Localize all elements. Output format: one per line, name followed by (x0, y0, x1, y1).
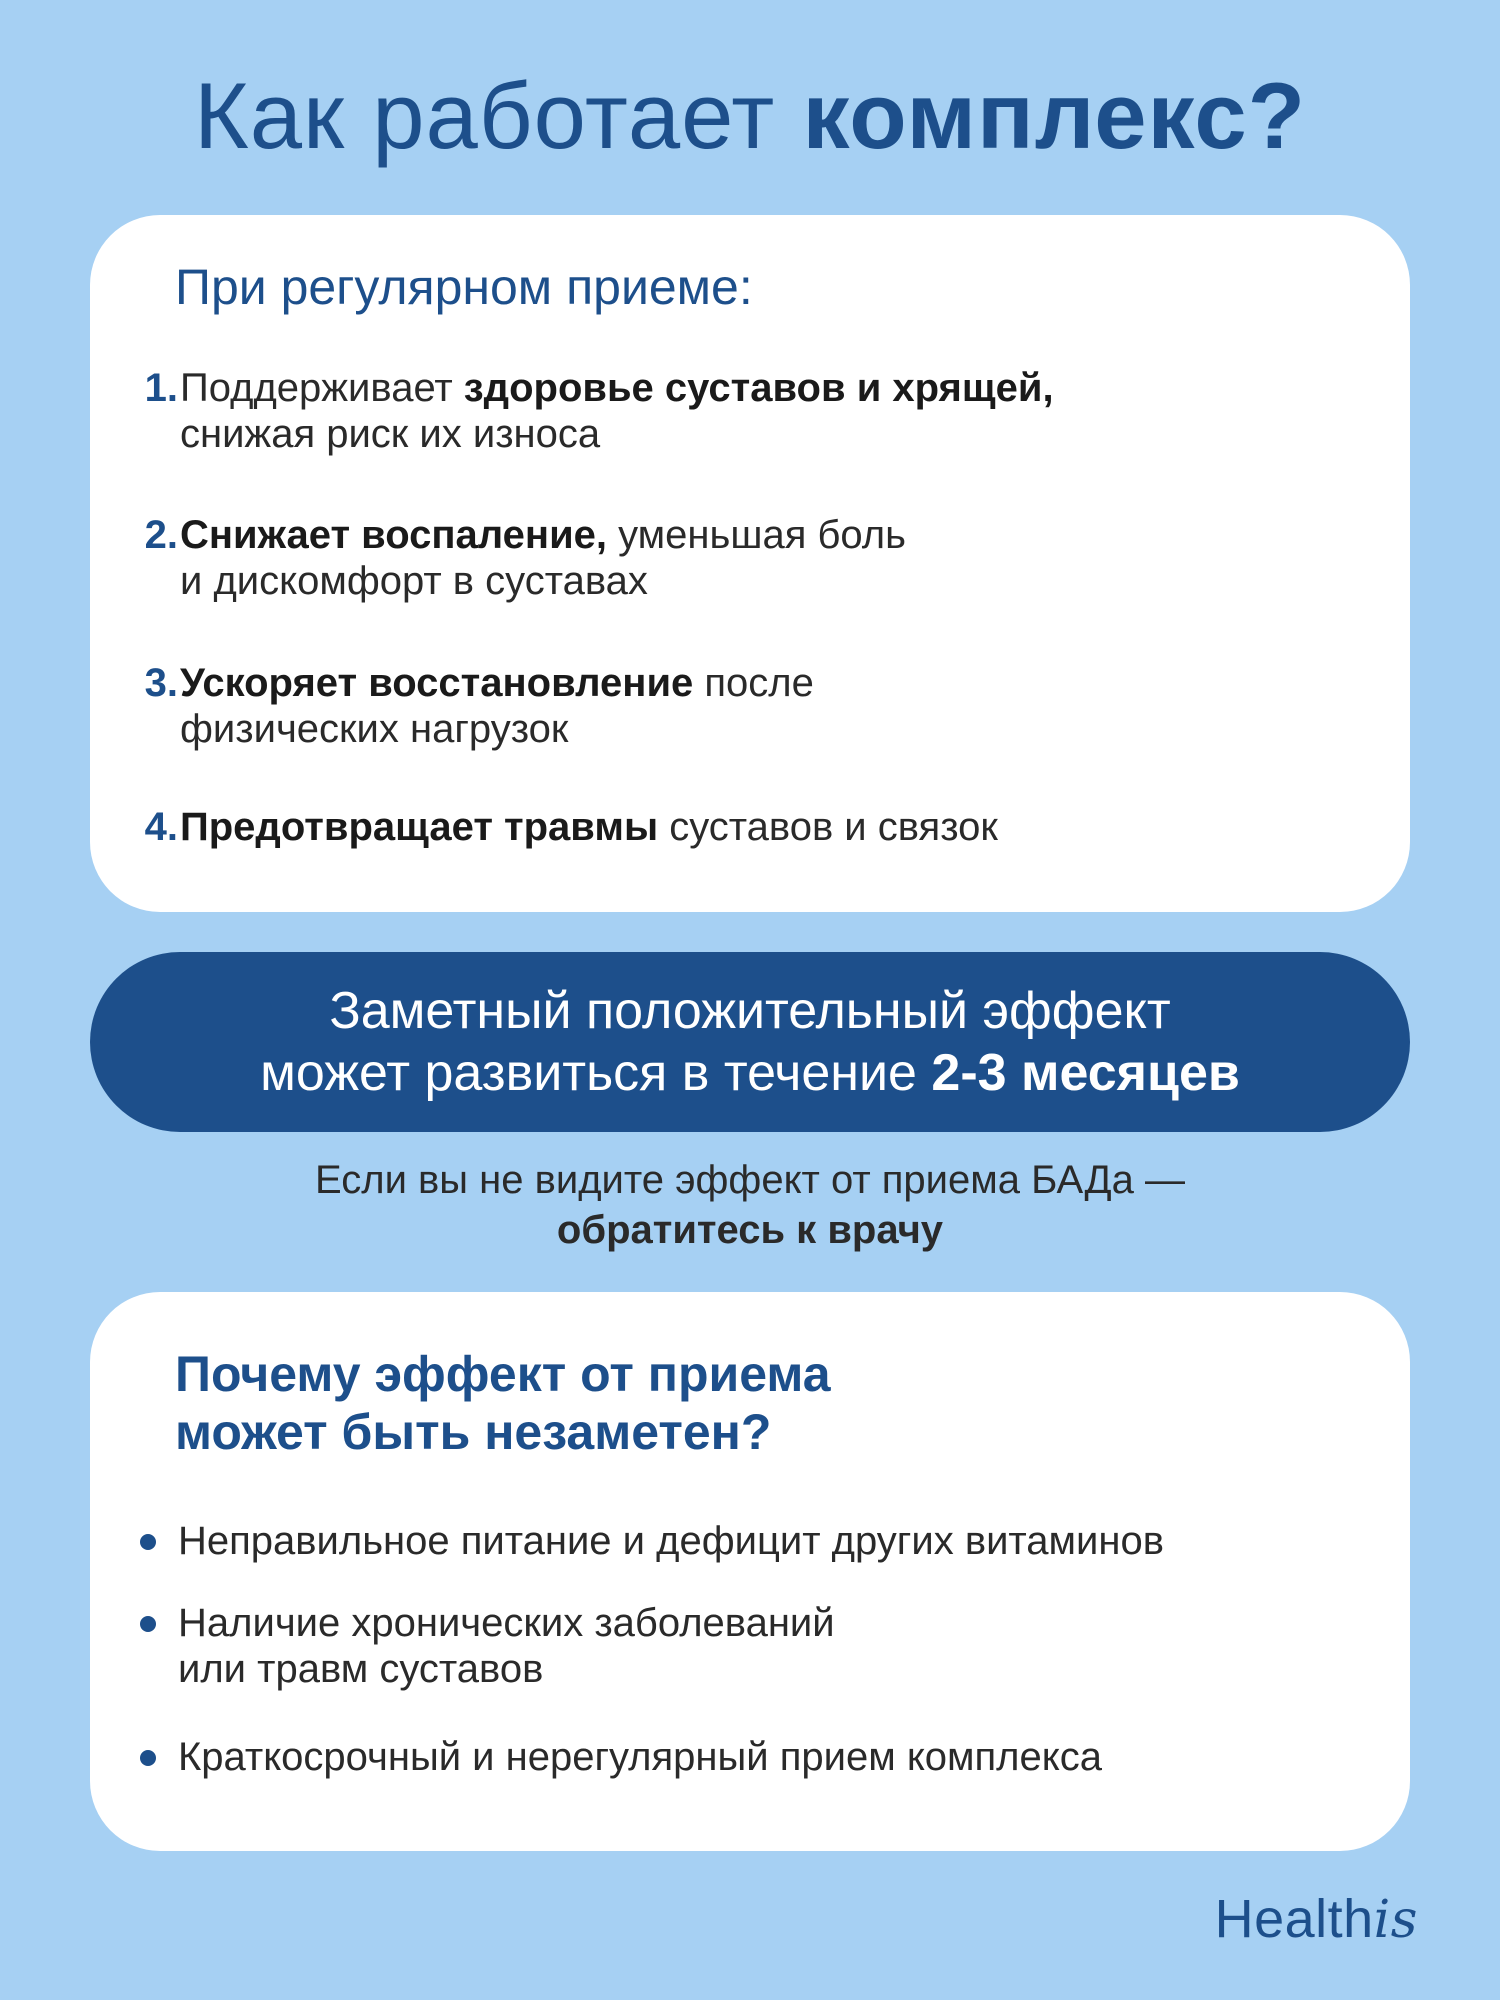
item-text: Поддерживает здоровье суставов и хрящей, снижая риск их износа (180, 366, 1054, 456)
title-regular: Как работает (193, 63, 803, 168)
reason-text: Краткосрочный и нерегулярный прием комплекса (178, 1735, 1102, 1779)
doctor-note-text: Если вы не видите эффект от приема БАДа — (315, 1158, 1185, 1202)
why-unnoticed-heading: Почему эффект от приема может быть незаметен? (175, 1346, 831, 1460)
doctor-note (0, 1155, 1500, 1255)
bullet-dot-icon (140, 1616, 156, 1632)
effect-banner (90, 952, 1410, 1132)
item-number: 3. (144, 661, 178, 705)
bullet-dot-icon (140, 1750, 156, 1766)
item-number: 4. (144, 805, 178, 849)
reason-text: Наличие хронических заболеваний или травм суставов (178, 1601, 835, 1691)
bullet-dot-icon (140, 1534, 156, 1550)
why-unnoticed-card (90, 1292, 1410, 1851)
regular-intake-heading: При регулярном приеме: (175, 259, 753, 315)
item-text: Снижает воспаление, уменьшая боль и дискомфорт в суставах (180, 513, 906, 603)
brand-logo: Healthis (1214, 1889, 1418, 1950)
effect-banner-line2: может развиться в течение 2-3 месяцев (260, 1044, 1240, 1102)
item-number: 1. (144, 366, 178, 410)
reason-text: Неправильное питание и дефицит других витаминов (178, 1519, 1164, 1563)
page-title (0, 62, 1500, 170)
item-text: Предотвращает травмы суставов и связок (180, 805, 998, 849)
regular-intake-card (90, 215, 1410, 912)
item-text: Ускоряет восстановление после физических нагрузок (180, 661, 814, 751)
effect-banner-line1: Заметный положительный эффект (329, 982, 1171, 1040)
doctor-note-bold: обратитесь к врачу (556, 1208, 944, 1252)
title-bold: комплекс? (802, 63, 1307, 168)
item-number: 2. (144, 513, 178, 557)
